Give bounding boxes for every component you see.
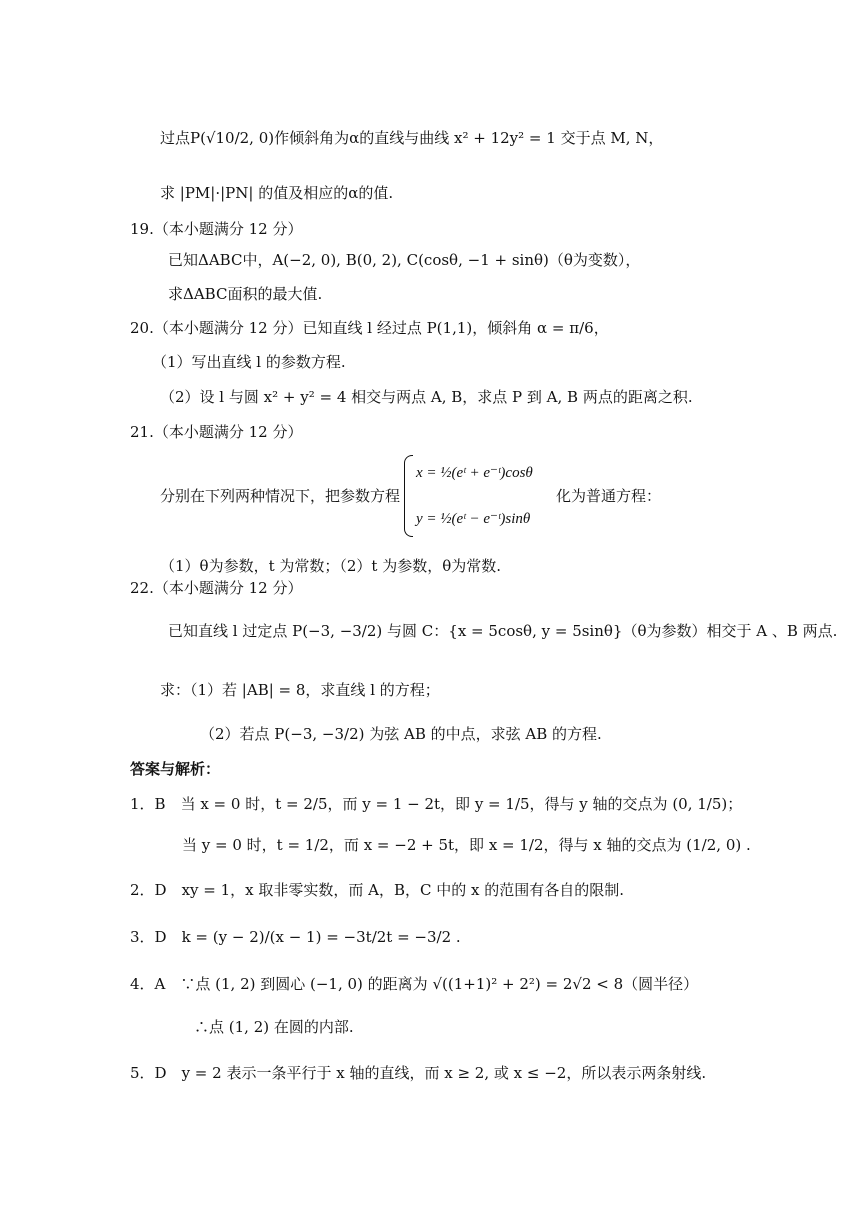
q22-part2: （2）若点 P(−3, −3/2) 为弦 AB 的中点，求弦 AB 的方程. <box>200 725 602 743</box>
q21-outro: 化为普通方程： <box>556 487 662 505</box>
answer-4-line1: 4．A ∵点 (1, 2) 到圆心 (−1, 0) 的距离为 √((1+1)² + 2²) = 2√2 < 8（圆半径） <box>130 975 699 993</box>
q21-brace <box>404 455 413 537</box>
answer-1-line2: 当 y = 0 时，t = 1/2，而 x = −2 + 5t，即 x = 1/2，得与 x 轴的交点为 (1/2, 0) . <box>182 836 751 854</box>
q18-line2: 求 |PM|·|PN| 的值及相应的α的值. <box>160 184 394 202</box>
answer-1-line1: 1．B 当 x = 0 时，t = 2/5，而 y = 1 − 2t，即 y = 1/5，得与 y 轴的交点为 (0, 1/5)； <box>130 795 743 813</box>
answer-3: 3．D k = (y − 2)/(x − 1) = −3t/2t = −3/2 . <box>130 928 461 946</box>
answer-5: 5．D y = 2 表示一条平行于 x 轴的直线，而 x ≥ 2, 或 x ≤ −2，所以表示两条射线. <box>130 1064 707 1082</box>
q20-part1: （1）写出直线 l 的参数方程. <box>152 353 346 371</box>
q22-line1: 已知直线 l 过定点 P(−3, −3/2) 与圆 C：{x = 5cosθ, y = 5sinθ}（θ为参数）相交于 A 、B 两点. <box>168 622 838 640</box>
q21-header: 21.（本小题满分 12 分） <box>130 423 303 441</box>
q19-header: 19.（本小题满分 12 分） <box>130 220 303 238</box>
q22-header: 22.（本小题满分 12 分） <box>130 579 303 597</box>
q19-line1: 已知ΔABC中，A(−2, 0), B(0, 2), C(cosθ, −1 + sinθ)（θ为变数）， <box>168 251 641 269</box>
q22-part1: 求：（1）若 |AB| = 8，求直线 l 的方程； <box>160 681 440 699</box>
answer-4-line2: ∴点 (1, 2) 在圆的内部. <box>194 1018 354 1036</box>
q21-eq-y: y = ½(eᵗ − e⁻ᵗ)sinθ <box>416 511 531 527</box>
answers-title: 答案与解析： <box>130 760 221 778</box>
q18-line1: 过点P(√10/2, 0)作倾斜角为α的直线与曲线 x² + 12y² = 1 交于点 M, N， <box>160 129 664 147</box>
q20-header: 20.（本小题满分 12 分）已知直线 l 经过点 P(1,1)，倾斜角 α = π/6， <box>130 319 609 337</box>
q21-intro: 分别在下列两种情况下，把参数方程 <box>160 487 401 505</box>
answer-2: 2．D xy = 1，x 取非零实数，而 A，B，C 中的 x 的范围有各自的限制. <box>130 881 625 899</box>
q19-line2: 求ΔABC面积的最大值. <box>168 285 323 303</box>
q20-part2: （2）设 l 与圆 x² + y² = 4 相交与两点 A, B，求点 P 到 A, B 两点的距离之积. <box>160 388 693 406</box>
q21-parts: （1）θ为参数，t 为常数；（2）t 为参数，θ为常数. <box>160 557 502 575</box>
q21-eq-x: x = ½(eᵗ + e⁻ᵗ)cosθ <box>416 465 533 481</box>
